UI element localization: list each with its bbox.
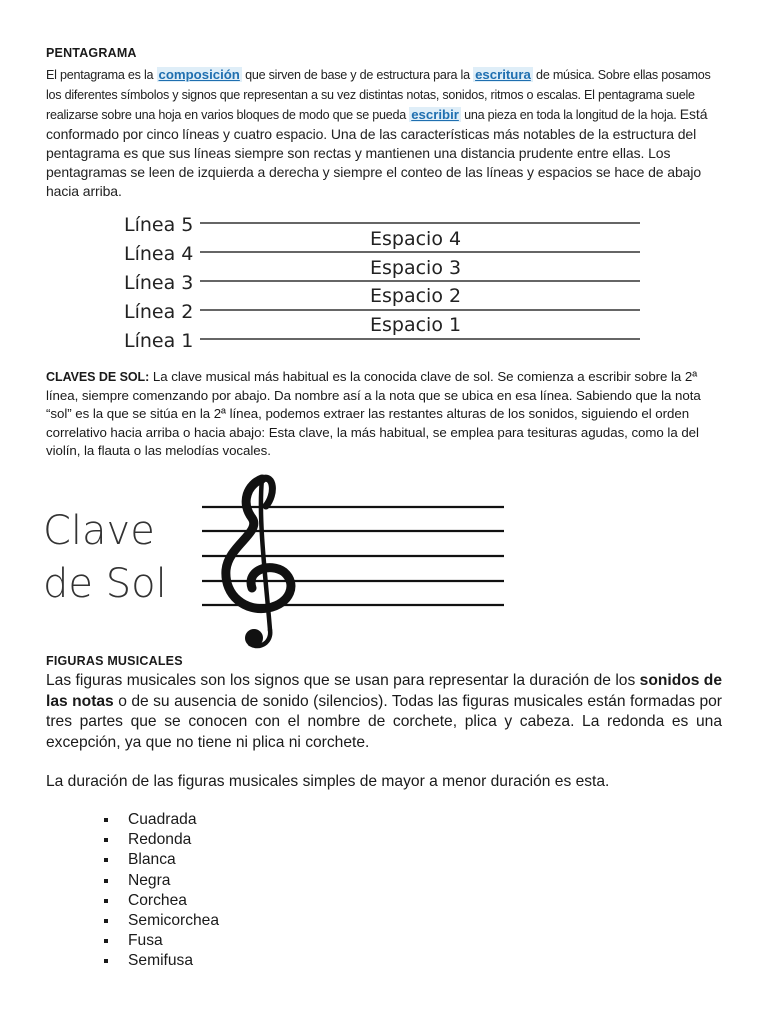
text-segment: que sirven de base y de estructura para la bbox=[241, 68, 474, 82]
paragraph-pentagrama bbox=[46, 65, 718, 201]
clef-figure bbox=[40, 470, 510, 655]
paragraph-figuras bbox=[46, 671, 722, 753]
figures-list bbox=[100, 810, 219, 972]
text-segment: de música. Sobre ellas posamos los diferentes símbolos y signos que representan a su vez distintas notas, sonidos, ritmos o escalas. El pentagrama suele realizarse sobre una hoja en varios bloques de modo que se pueda bbox=[46, 68, 711, 122]
paragraph-claves-de-sol bbox=[46, 368, 726, 461]
line-label-5: Línea 5 bbox=[124, 214, 194, 236]
text-segment: El pentagrama es la bbox=[46, 68, 157, 82]
heading-pentagrama: PENTAGRAMA bbox=[46, 46, 137, 60]
bullet-icon bbox=[104, 959, 108, 963]
bullet-icon bbox=[104, 879, 108, 883]
text-segment: Está conformado por cinco líneas y cuatro espacio. Una de las características más notables de la estructura del pentagrama es que sus líneas siempre son rectas y mantienen una distancia prudente entre ellas. Los pentagramas se leen de izquierda a derecha y siempre el conteo de las líneas y espacios se hace de abajo hacia arriba. bbox=[46, 106, 708, 199]
list-item-label: Blanca bbox=[128, 851, 176, 869]
link-escribir[interactable]: escribir bbox=[411, 107, 459, 122]
line-label-3: Línea 3 bbox=[124, 272, 194, 294]
clef-caption-line2: de Sol bbox=[43, 561, 167, 607]
text-segment: o de su ausencia de sonido (silencios). Todas las figuras musicales están formadas por tres partes que se conocen con el nombre de corchete, plica y cabeza. La redonda es una excepción, ya que no tiene ni plica ni corchete. bbox=[46, 692, 722, 751]
line-label-2: Línea 2 bbox=[124, 301, 194, 323]
space-label-1: Espacio 1 bbox=[370, 314, 462, 336]
list-item bbox=[100, 891, 219, 911]
clef-caption-line1: Clave bbox=[43, 508, 155, 554]
text-segment: La clave musical más habitual es la conocida clave de sol. Se comienza a escribir sobre la 2ª línea, siempre comenzando por abajo. Da nombre así a la nota que se ubica en esa línea. Sabiendo que la nota “sol” es la que se sitúa en la 2ª línea, podemos extraer las restantes alturas de los sonidos, siguiendo el orden correlativo hacia arriba o hacia abajo: Esta clave, la más habitual, se emplea para tesituras agudas, como la del violín, la flauta o las melodías vocales. bbox=[46, 369, 701, 458]
line-label-4: Línea 4 bbox=[124, 243, 194, 265]
list-item-label: Fusa bbox=[128, 932, 163, 950]
treble-clef-icon bbox=[226, 478, 291, 646]
bullet-icon bbox=[104, 858, 108, 862]
list-item bbox=[100, 931, 219, 951]
bullet-icon bbox=[104, 939, 108, 943]
list-item bbox=[100, 830, 219, 850]
paragraph-duracion: La duración de las figuras musicales simples de mayor a menor duración es esta. bbox=[46, 773, 610, 790]
list-item bbox=[100, 810, 219, 830]
list-item-label: Negra bbox=[128, 871, 171, 889]
bold-phrase: sonidos de las notas bbox=[46, 672, 722, 710]
bullet-icon bbox=[104, 899, 108, 903]
bullet-icon bbox=[104, 818, 108, 822]
list-item-label: Semifusa bbox=[128, 952, 194, 970]
list-item-label: Corchea bbox=[128, 891, 187, 909]
list-item-label: Redonda bbox=[128, 831, 192, 849]
heading-figuras-musicales: FIGURAS MUSICALES bbox=[46, 654, 183, 668]
space-label-4: Espacio 4 bbox=[370, 228, 462, 250]
line-label-1: Línea 1 bbox=[124, 330, 194, 352]
list-item-label: Cuadrada bbox=[128, 811, 197, 828]
space-label-2: Espacio 2 bbox=[370, 285, 462, 307]
link-escritura[interactable]: escritura bbox=[475, 67, 531, 82]
heading-claves-de-sol: CLAVES DE SOL: bbox=[46, 370, 150, 384]
list-item-label: Semicorchea bbox=[128, 912, 220, 930]
staff-diagram bbox=[110, 208, 655, 358]
list-item bbox=[100, 951, 219, 971]
list-item bbox=[100, 871, 219, 891]
bullet-icon bbox=[104, 919, 108, 923]
space-label-3: Espacio 3 bbox=[370, 257, 462, 279]
treble-clef-dot bbox=[245, 629, 263, 647]
text-segment: una pieza en toda la longitud de la hoja. bbox=[460, 108, 680, 122]
list-item bbox=[100, 911, 219, 931]
text-segment: Las figuras musicales son los signos que se usan para representar la duración de los bbox=[46, 672, 640, 689]
bullet-icon bbox=[104, 838, 108, 842]
list-item bbox=[100, 850, 219, 870]
link-composicion[interactable]: composición bbox=[158, 67, 240, 82]
